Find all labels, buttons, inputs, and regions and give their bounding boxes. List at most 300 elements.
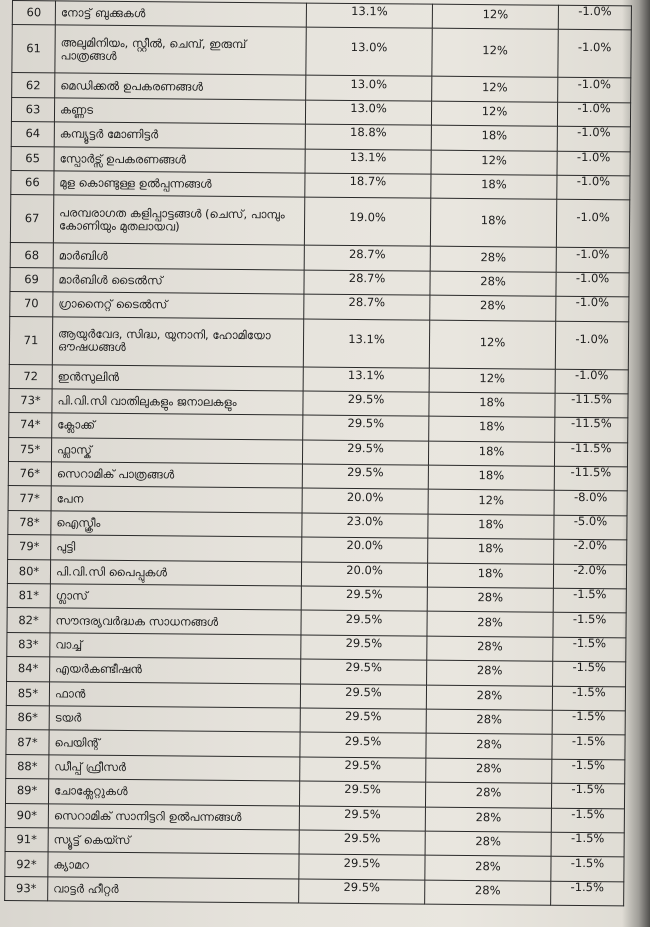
item-name-cell (48, 852, 299, 879)
old-rate-cell (303, 415, 429, 440)
rate-change: -1.0% (576, 174, 611, 189)
row-number: 75* (19, 441, 41, 457)
new-rate: 28% (474, 882, 501, 898)
old-rate: 29.5% (347, 465, 384, 480)
old-rate: 13.1% (351, 4, 388, 19)
row-number: 93* (15, 880, 37, 896)
row-number: 73* (20, 393, 41, 408)
new-rate: 12% (479, 334, 506, 349)
rate-change-cell (552, 710, 625, 735)
table-row (9, 316, 628, 369)
row-number-cell (10, 195, 53, 243)
old-rate-cell (303, 319, 429, 368)
row-number-cell (11, 97, 54, 122)
rate-change: -11.5% (570, 440, 612, 456)
old-rate: 13.0% (350, 40, 388, 55)
old-rate: 29.5% (344, 733, 382, 748)
item-name-cell (50, 608, 301, 635)
old-rate-cell (306, 3, 432, 28)
new-rate: 12% (482, 43, 508, 58)
new-rate: 18% (478, 468, 505, 483)
new-rate: 28% (475, 809, 502, 825)
item-name-cell (51, 486, 302, 513)
row-number: 89* (16, 783, 38, 798)
new-rate-cell (425, 880, 551, 905)
item-name-cell (49, 755, 300, 782)
row-number-cell (9, 388, 52, 413)
old-rate: 29.5% (343, 831, 381, 846)
item-name-cell (55, 25, 306, 75)
row-number-cell (8, 462, 51, 487)
row-number: 62 (25, 77, 41, 92)
rate-change: -1.5% (572, 611, 607, 626)
row-number-cell (10, 292, 53, 317)
rate-change-cell (556, 200, 629, 249)
old-rate-cell (303, 367, 429, 392)
new-rate: 18% (479, 395, 505, 410)
rate-change-cell (553, 564, 626, 589)
row-number-cell (6, 730, 49, 755)
row-number: 61 (26, 41, 41, 56)
item-name-cell (50, 559, 301, 586)
rate-change: -1.0% (577, 125, 611, 140)
new-rate-cell (427, 612, 553, 637)
table-body (5, 1, 632, 906)
row-number: 79* (18, 539, 40, 554)
rate-change: -1.5% (570, 855, 605, 870)
row-number-cell (6, 754, 49, 779)
new-rate: 12% (479, 370, 506, 386)
rate-change: -1.0% (576, 149, 611, 164)
new-rate: 28% (475, 761, 502, 776)
old-rate-cell (302, 489, 428, 514)
old-rate-cell (305, 149, 431, 174)
rate-change: -1.5% (571, 806, 605, 821)
item-name: മാർബിൾ (58, 247, 108, 263)
item-name-cell (55, 1, 306, 28)
item-name-cell (52, 389, 303, 416)
rate-change-cell (551, 857, 624, 882)
old-rate-cell (300, 684, 426, 709)
rate-change: -1.0% (577, 76, 612, 91)
old-rate: 29.5% (345, 611, 383, 626)
old-rate: 28.7% (348, 246, 386, 261)
row-number: 85* (17, 685, 39, 701)
rate-change: -1.5% (572, 635, 607, 651)
item-name-cell (50, 657, 301, 684)
item-name: വാട്ടർ ഹീറ്റർ (53, 881, 119, 896)
item-name: സെറാമിക് സാനിട്ടറി ഉൽപന്നങ്ങൾ (53, 808, 242, 824)
old-rate: 20.0% (346, 538, 384, 553)
rate-change-cell (553, 637, 626, 662)
item-name-cell (53, 243, 304, 270)
row-number: 63 (25, 102, 41, 117)
row-number: 78* (19, 515, 40, 530)
item-name-cell (48, 877, 299, 904)
row-number: 71 (23, 332, 39, 347)
row-number-cell (6, 705, 49, 730)
row-number: 91* (16, 832, 37, 847)
new-rate-cell (425, 855, 551, 880)
item-name-cell (49, 681, 300, 708)
item-name-cell (52, 316, 303, 366)
new-rate-cell (426, 734, 552, 759)
rate-change-cell (551, 783, 624, 808)
rate-change: -2.0% (573, 562, 607, 578)
old-rate: 20.0% (346, 489, 384, 504)
row-number-cell (8, 486, 51, 511)
rate-change-cell (551, 808, 624, 833)
new-rate-cell (430, 199, 556, 248)
row-number-cell (5, 876, 48, 901)
new-rate: 18% (478, 419, 505, 434)
row-number-cell (7, 559, 50, 584)
new-rate-cell (428, 465, 554, 490)
row-number: 67 (24, 211, 40, 226)
item-name: വാച്ച് (55, 637, 83, 652)
row-number-cell (11, 146, 54, 171)
rate-change-cell (558, 30, 631, 79)
old-rate: 13.1% (348, 331, 385, 346)
new-rate-cell (429, 368, 555, 393)
new-rate: 28% (475, 785, 502, 800)
rate-change-cell (556, 272, 629, 297)
row-number: 60 (26, 5, 42, 20)
rate-change-cell (558, 78, 631, 103)
new-rate-cell (429, 320, 555, 369)
rate-change: -1.0% (576, 210, 610, 225)
row-number-cell (8, 535, 51, 560)
old-rate-cell (301, 562, 427, 587)
new-rate-cell (426, 758, 552, 783)
old-rate: 28.7% (348, 295, 386, 310)
new-rate-cell (430, 271, 556, 296)
old-rate-cell (300, 708, 426, 733)
rate-change-cell (551, 881, 624, 906)
old-rate-cell (304, 294, 430, 319)
row-number-cell (12, 73, 55, 98)
new-rate: 18% (481, 177, 507, 192)
row-number: 90* (16, 807, 38, 822)
item-name-cell (50, 584, 301, 611)
rate-change-cell (552, 686, 625, 711)
old-rate-cell (299, 879, 425, 904)
item-name: ഫാൻ (54, 686, 86, 701)
gst-rate-table (4, 0, 632, 906)
new-rate: 18% (478, 443, 505, 459)
row-number: 77* (19, 490, 40, 505)
rate-change: -1.0% (578, 4, 612, 19)
item-name: പേന (56, 491, 84, 506)
rate-change: -8.0% (573, 489, 608, 504)
table-row (10, 195, 629, 248)
new-rate-cell (432, 77, 558, 102)
new-rate-cell (425, 807, 551, 832)
row-number: 86* (17, 710, 38, 725)
old-rate-cell (306, 75, 432, 100)
item-name-cell (54, 146, 305, 173)
row-number: 84* (17, 661, 39, 676)
old-rate-cell (302, 440, 428, 465)
item-name: ചോക്ലേറ്റുകൾ (54, 783, 128, 799)
item-name-cell (51, 438, 302, 465)
rate-change: -1.5% (570, 879, 605, 895)
old-rate: 29.5% (347, 440, 384, 456)
old-rate: 18.8% (350, 125, 387, 140)
row-number-cell (5, 852, 48, 877)
rate-change: -1.5% (572, 684, 606, 699)
rate-change-cell (554, 539, 627, 564)
new-rate-cell (430, 247, 556, 272)
rate-change-cell (556, 296, 629, 321)
row-number-cell (7, 584, 50, 609)
new-rate-cell (428, 490, 554, 515)
old-rate-cell (301, 659, 427, 684)
item-name-cell (53, 268, 304, 295)
rate-change: -1.5% (573, 587, 607, 602)
old-rate-cell (299, 830, 425, 855)
rate-change: -1.0% (575, 270, 610, 286)
old-rate: 13.0% (350, 76, 388, 91)
item-name: മാർബിൾ ടൈൽസ് (58, 272, 163, 288)
row-number: 68 (24, 247, 40, 262)
new-rate-cell (431, 174, 557, 199)
rate-change-cell (555, 418, 628, 443)
new-rate-cell (428, 441, 554, 466)
row-number: 69 (24, 272, 39, 287)
rate-change: -1.0% (577, 100, 611, 116)
old-rate: 29.5% (343, 879, 381, 895)
rate-change-cell (553, 588, 626, 613)
new-rate: 28% (476, 687, 503, 703)
old-rate: 20.0% (346, 562, 383, 578)
old-rate: 29.5% (343, 855, 381, 870)
old-rate: 18.7% (349, 174, 387, 189)
rate-change: -1.0% (575, 367, 609, 382)
item-name-cell (54, 171, 305, 198)
item-name: ഗ്രാനൈറ്റ് ടൈൽസ് (58, 296, 168, 312)
item-name-cell (51, 511, 302, 538)
row-number: 80* (18, 563, 40, 579)
item-name: ഫ്ലാസ്ക് (57, 442, 92, 457)
new-rate-cell (425, 831, 551, 856)
rate-change: -1.5% (572, 660, 606, 675)
rate-change-cell (554, 466, 627, 491)
rate-change-cell (551, 832, 624, 857)
row-number-cell (11, 122, 54, 147)
row-number: 65 (25, 150, 40, 165)
rate-change-cell (557, 151, 630, 176)
old-rate: 13.0% (350, 100, 387, 116)
new-rate-cell (431, 101, 557, 126)
old-rate: 29.5% (344, 709, 382, 724)
table-row (12, 25, 631, 78)
new-rate-cell (432, 4, 558, 29)
old-rate-cell (300, 757, 426, 782)
new-rate: 18% (477, 541, 504, 556)
new-rate-cell (426, 709, 552, 734)
new-rate-cell (428, 514, 554, 539)
row-number: 64 (25, 126, 41, 141)
rate-change: -5.0% (573, 513, 608, 529)
row-number: 87* (17, 734, 38, 749)
new-rate: 28% (480, 298, 506, 313)
old-rate: 23.0% (346, 513, 384, 529)
item-name: നോട്ട് ബുക്കുകൾ (60, 5, 146, 21)
rate-change: -1.5% (571, 757, 606, 773)
new-rate: 28% (477, 614, 503, 629)
new-rate-cell (427, 563, 553, 588)
new-rate-cell (425, 782, 551, 807)
new-rate-cell (427, 587, 553, 612)
rate-change-cell (557, 102, 630, 127)
row-number: 76* (19, 466, 41, 481)
item-name: മുള കൊണ്ടുള്ള ഉൽപ്പന്നങ്ങൾ (59, 175, 212, 191)
old-rate-cell (300, 732, 426, 757)
old-rate: 29.5% (344, 806, 381, 821)
new-rate-cell (432, 29, 558, 78)
old-rate-cell (305, 100, 431, 125)
rate-change: -11.5% (571, 391, 612, 407)
new-rate: 18% (477, 565, 504, 581)
old-rate-cell (304, 197, 430, 246)
new-rate: 28% (475, 834, 502, 849)
row-number: 83* (18, 637, 39, 652)
old-rate-cell (304, 270, 430, 295)
item-name-cell (54, 98, 305, 125)
rate-change-cell (552, 735, 625, 760)
item-name-cell (54, 122, 305, 149)
old-rate-cell (303, 391, 429, 416)
row-number-cell (5, 779, 48, 804)
old-rate-cell (306, 27, 432, 76)
new-rate: 28% (475, 858, 501, 873)
rate-change-cell (556, 248, 629, 273)
rate-change: -1.5% (570, 831, 605, 846)
old-rate: 29.5% (344, 782, 381, 797)
rate-change-cell (555, 393, 628, 418)
old-rate: 29.5% (345, 635, 383, 651)
new-rate: 12% (481, 79, 508, 94)
row-number-cell (12, 1, 55, 26)
old-rate: 29.5% (347, 416, 385, 431)
row-number: 92* (16, 856, 37, 871)
row-number: 70 (23, 296, 39, 311)
item-name-cell (50, 633, 301, 660)
item-name: പുട്ടി (56, 539, 76, 555)
new-rate-cell (429, 416, 555, 441)
row-number-cell (8, 510, 51, 535)
old-rate-cell (305, 124, 431, 149)
item-name: ടയർ (54, 710, 82, 725)
old-rate-cell (301, 635, 427, 660)
rate-change: -1.5% (571, 733, 606, 748)
row-number: 66 (25, 175, 40, 190)
row-number-cell (9, 413, 52, 438)
rate-change: -11.5% (570, 465, 612, 480)
rate-change-cell (555, 321, 628, 370)
item-name-cell (53, 195, 304, 245)
old-rate-cell (302, 513, 428, 538)
old-rate-cell (301, 586, 427, 611)
item-name: സ്യൂട്ട് കെയ്സ് (53, 832, 131, 848)
old-rate-cell (299, 781, 425, 806)
item-name: ഡീപ്പ് ഫ്രീസർ (54, 759, 127, 774)
new-rate-cell (430, 295, 556, 320)
rate-change: -1.5% (571, 782, 605, 797)
item-name: ക്യാമറ (53, 856, 90, 872)
rate-change-cell (558, 5, 631, 30)
old-rate: 29.5% (345, 660, 383, 675)
rate-change-cell (557, 175, 630, 200)
row-number-cell (10, 243, 53, 268)
item-name-cell (55, 73, 306, 100)
item-name: ഇൻസുലിൻ (57, 369, 119, 384)
new-rate: 28% (476, 663, 503, 678)
old-rate-cell (305, 173, 431, 198)
old-rate-cell (299, 854, 425, 879)
new-rate: 12% (481, 152, 507, 168)
item-name: ഗ്ലാസ് (55, 588, 88, 603)
item-name: ഐസ്ക്രീം (56, 515, 101, 530)
item-name: ആയുർവേദ, സിദ്ധ, യുനാനി, ഹോമിയോ ഔഷധങ്ങൾ (57, 326, 271, 355)
rate-change-cell (552, 759, 625, 784)
item-name-cell (49, 706, 300, 733)
new-rate: 18% (478, 517, 504, 532)
row-number-cell (9, 316, 52, 364)
item-name: മെഡിക്കൽ ഉപകരണങ്ങൾ (60, 78, 203, 94)
old-rate: 29.5% (345, 684, 382, 700)
item-name-cell (52, 413, 303, 440)
item-name-cell (48, 779, 299, 806)
old-rate-cell (304, 245, 430, 270)
row-number-cell (9, 364, 52, 389)
new-rate: 12% (482, 7, 509, 22)
new-rate-cell (429, 392, 555, 417)
item-name-cell (48, 803, 299, 830)
new-rate-cell (427, 660, 553, 685)
new-rate: 12% (478, 492, 504, 507)
rate-change: -1.5% (572, 709, 606, 724)
rate-change-cell (554, 491, 627, 516)
rate-change: -1.0% (576, 246, 610, 261)
item-name: പി.വി.സി പൈപ്പുകൾ (55, 564, 168, 580)
old-rate: 29.5% (345, 587, 383, 602)
item-name: കമ്പ്യൂട്ടർ മോണിട്ടർ (59, 126, 159, 142)
old-rate: 19.0% (349, 210, 386, 225)
item-name: സ്പോർട്സ് ഉപകരണങ്ങൾ (59, 151, 187, 167)
row-number-cell (11, 170, 54, 195)
old-rate: 13.1% (349, 149, 387, 165)
new-rate: 18% (481, 128, 508, 143)
old-rate-cell (302, 464, 428, 489)
row-number-cell (5, 803, 48, 828)
new-rate: 28% (480, 249, 507, 264)
row-number-cell (7, 608, 50, 633)
old-rate-cell (301, 610, 427, 635)
item-name-cell (49, 730, 300, 757)
rate-change: -1.0% (577, 40, 612, 55)
new-rate: 28% (477, 590, 504, 605)
new-rate-cell (428, 538, 554, 563)
item-name: പി.വി.സി വാതിലുകളും ജനാലകളും (57, 393, 237, 410)
new-rate-cell (431, 150, 557, 175)
rate-change: -1.0% (575, 295, 610, 310)
row-number-cell (7, 632, 50, 657)
rate-change-cell (554, 515, 627, 540)
row-number-cell (12, 25, 55, 73)
item-name: എയർകണ്ടീഷൻ (55, 661, 142, 677)
